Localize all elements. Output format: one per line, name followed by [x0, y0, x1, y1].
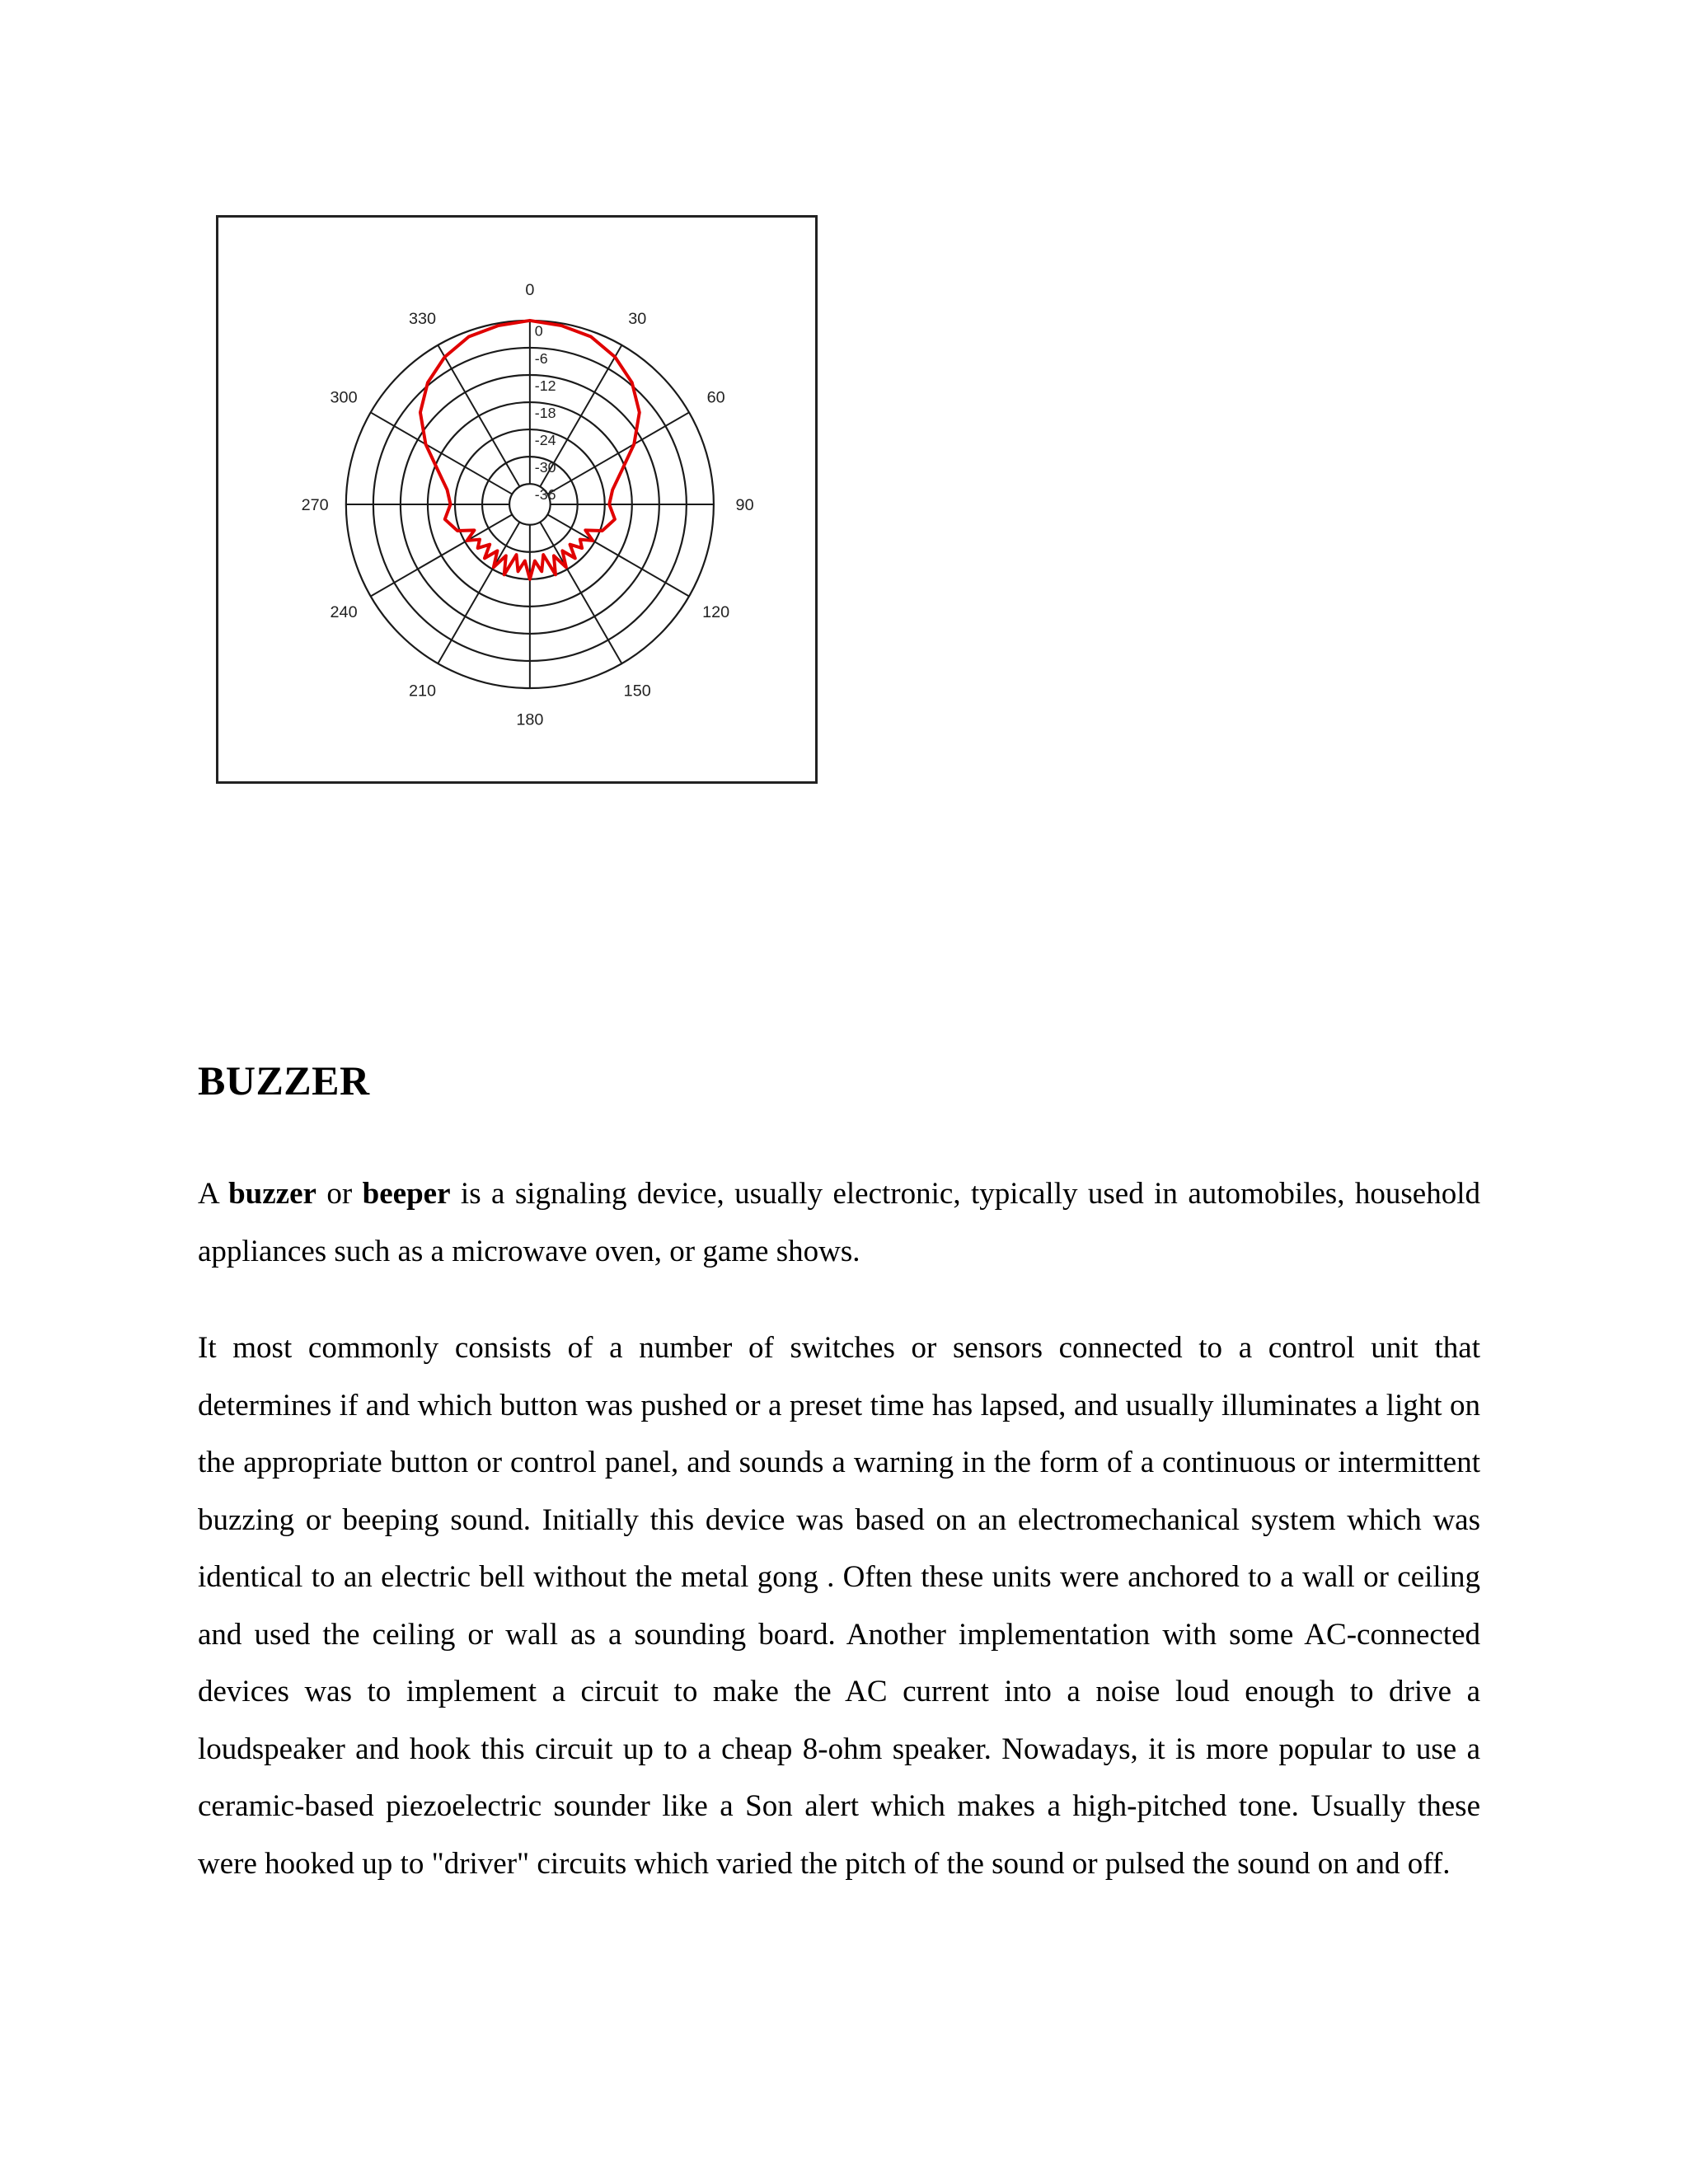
angle-tick-label: 330	[408, 310, 437, 329]
radial-tick-label: -24	[534, 431, 556, 448]
angle-tick-label: 270	[301, 495, 329, 514]
radial-tick-label: -30	[534, 458, 556, 476]
angle-tick-label: 90	[735, 495, 754, 514]
text-run: or	[316, 1177, 363, 1211]
radial-tick-label: -12	[534, 377, 556, 394]
angle-tick-label: 120	[702, 603, 730, 622]
radial-tick-label: 0	[534, 322, 543, 340]
polar-spoke	[438, 345, 519, 487]
paragraph-intro	[198, 1165, 1480, 1280]
angle-tick-label: 60	[706, 388, 725, 407]
paragraph-description: It most commonly consists of a number of switches or sensors connected to a control unit that determines if and which button was pushed or a preset time has lapsed, and usually illuminates a light on the appropriate button or control panel, and sounds a warning in the form of a continuous or intermittent buzzing or beeping sound. Initially this device was based on an electromechanical system which was identical to an electric bell without the metal gong . Often these units were anchored to a wall or ceiling and used the ceiling or wall as a sounding board. Another implementation with some AC-connected devices was to implement a circuit to make the AC current into a noise loud enough to drive a loudspeaker and hook this circuit up to a cheap 8-ohm speaker. Nowadays, it is more popular to use a ceramic-based piezoelectric sounder like a Son alert which makes a high-pitched tone. Usually these were hooked up to "driver" circuits which varied the pitch of the sound or pulsed the sound on and off.	[198, 1331, 1480, 1881]
text-run: A	[198, 1177, 229, 1211]
polar-spoke	[547, 412, 689, 494]
angle-tick-label: 150	[623, 682, 651, 701]
radial-tick-label: -36	[534, 486, 556, 503]
angle-tick-label: 0	[525, 281, 535, 300]
polar-pattern-figure	[216, 215, 818, 784]
section-heading: BUZZER	[198, 1057, 370, 1104]
angle-tick-label: 300	[330, 388, 358, 407]
polar-chart	[218, 218, 815, 781]
bold-term: buzzer	[228, 1177, 316, 1211]
text-run: is a signaling device, usually electronic, typically used in automobiles, household appliances such as a microwave oven, or game shows.	[198, 1177, 1480, 1268]
bold-term: beeper	[362, 1177, 451, 1211]
radial-tick-label: -6	[534, 349, 548, 367]
polar-spoke	[371, 412, 513, 494]
radial-tick-label: -18	[534, 404, 556, 421]
angle-tick-label: 180	[516, 710, 544, 729]
angle-tick-label: 240	[330, 603, 358, 622]
angle-tick-label: 210	[408, 682, 437, 701]
angle-tick-label: 30	[628, 310, 647, 329]
